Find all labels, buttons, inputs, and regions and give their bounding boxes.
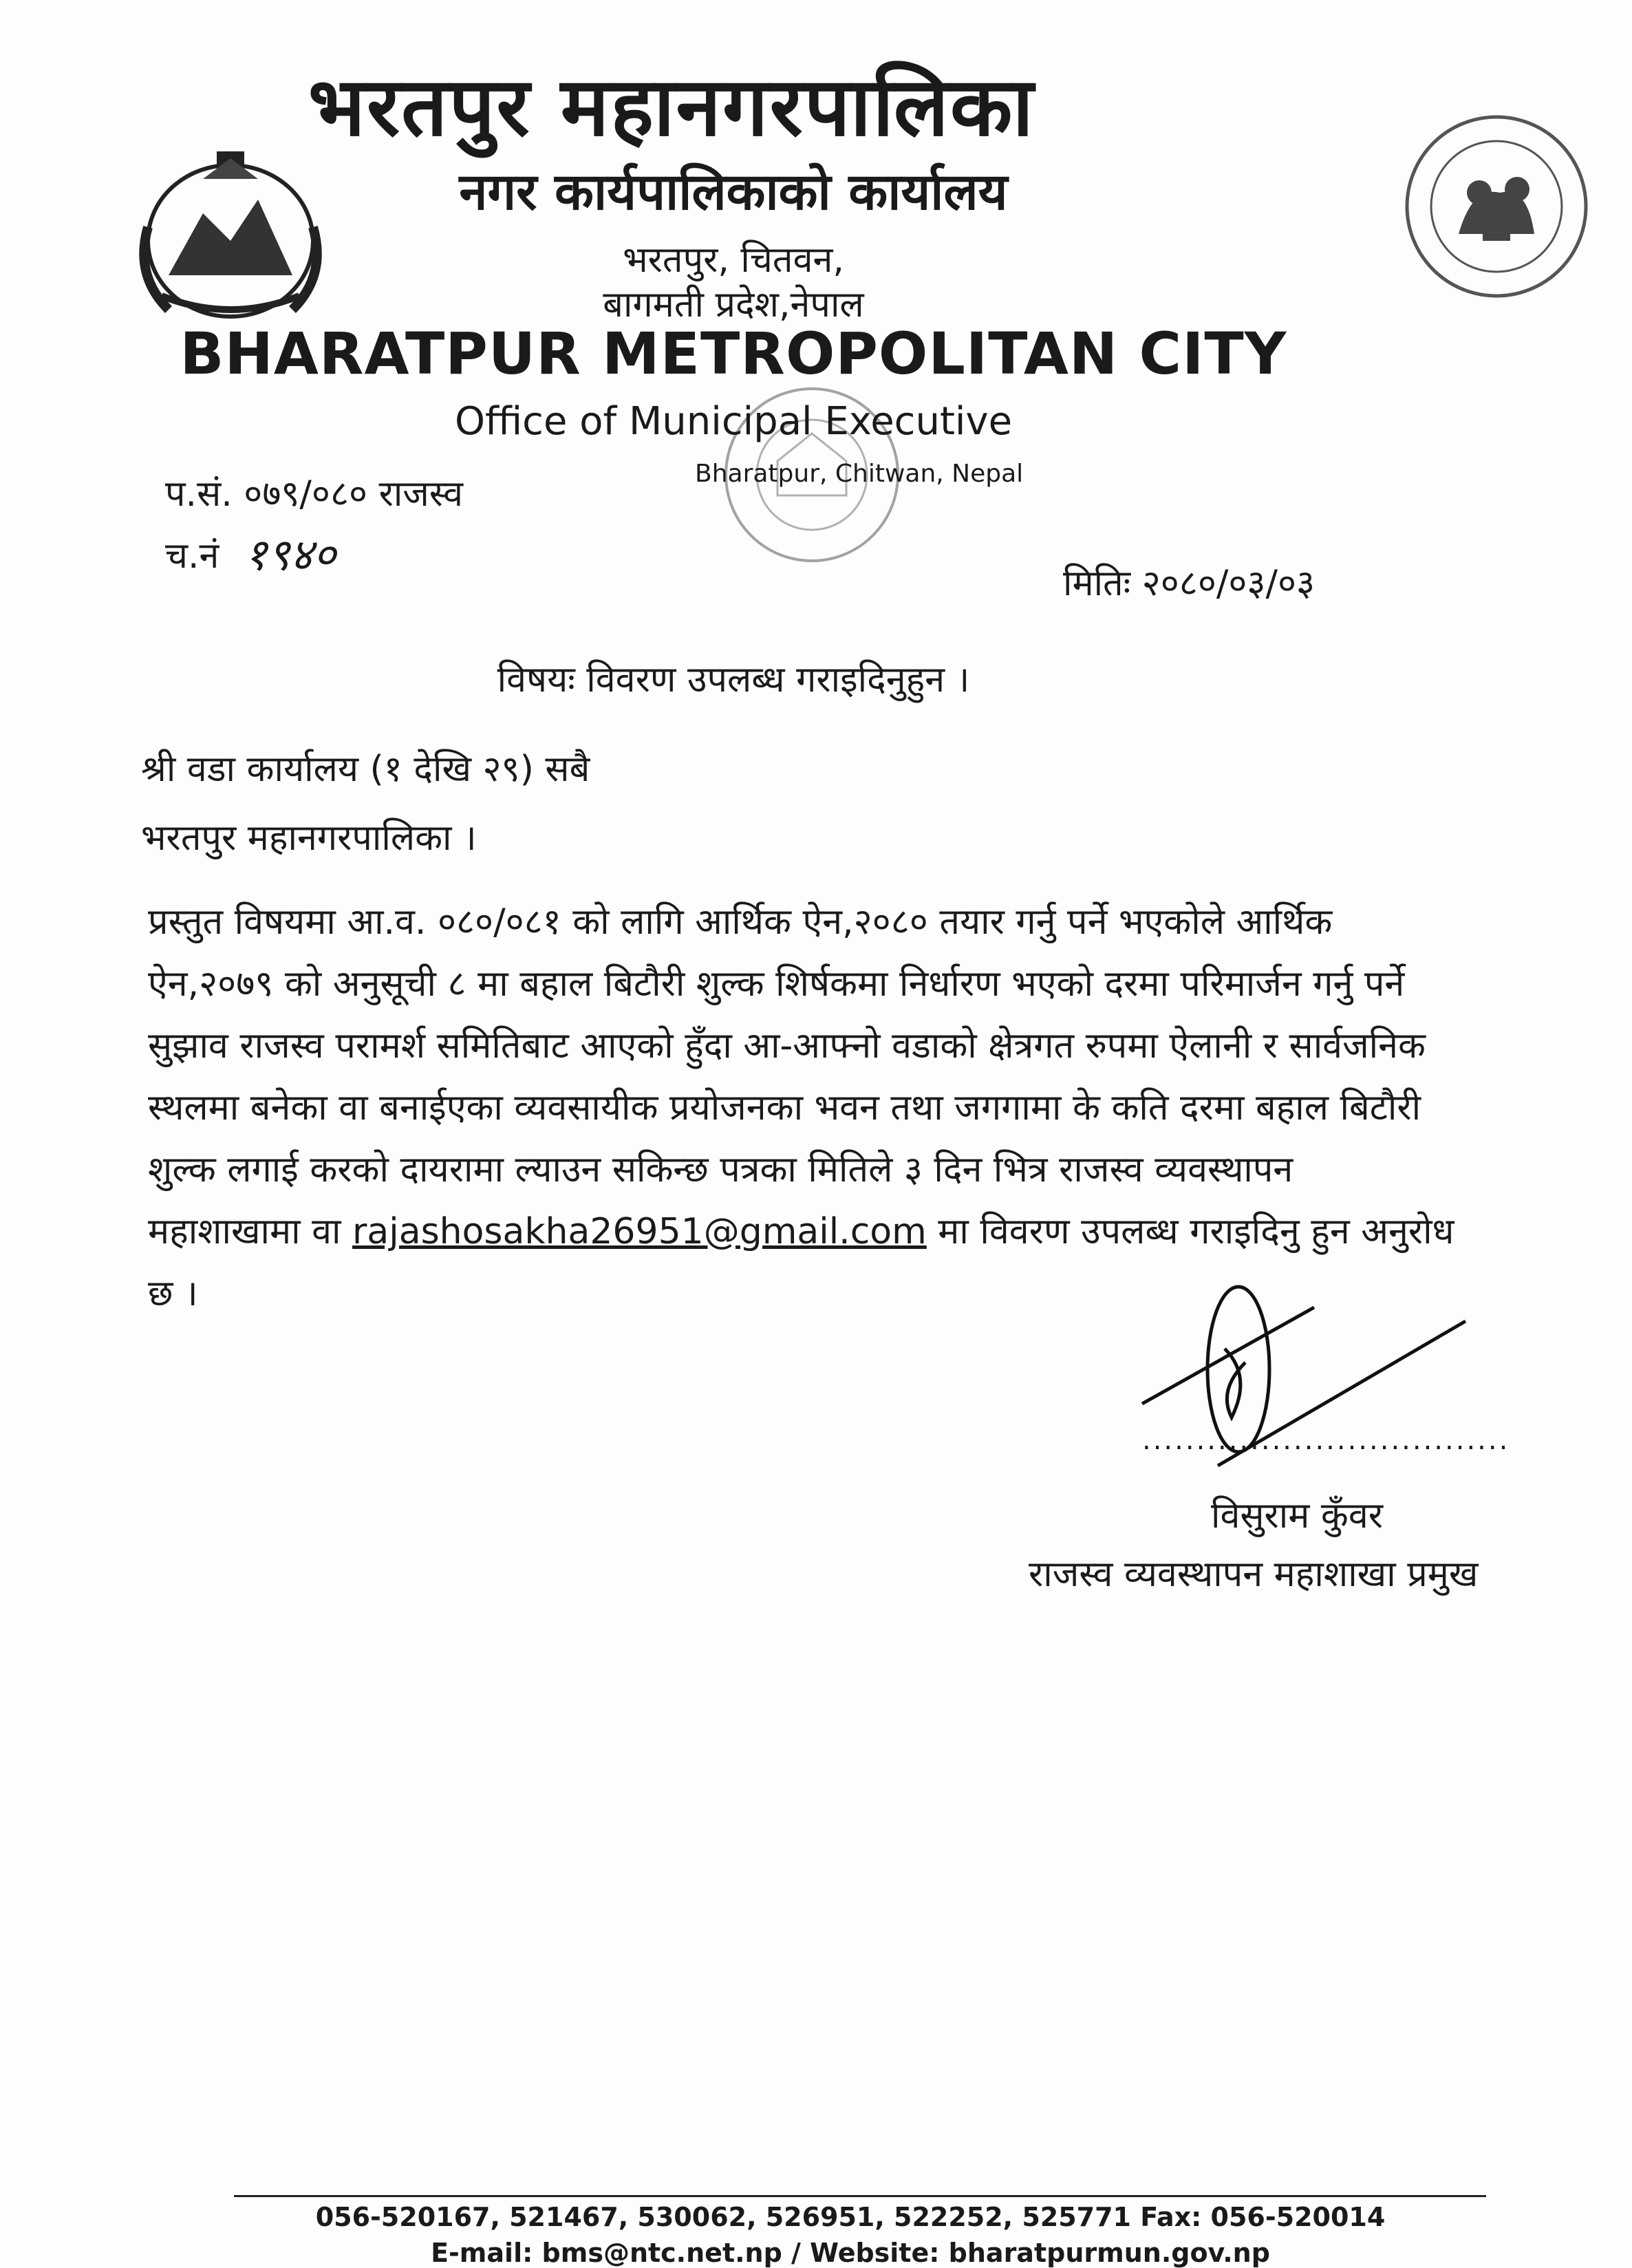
title-english: BHARATPUR METROPOLITAN CITY <box>180 320 1287 387</box>
city-english: Bharatpur, Chitwan, Nepal <box>695 460 1024 488</box>
body-text-end: मा विवरण उपलब्ध गराइदिनु हुन अनुरोध छ । <box>148 1211 1454 1314</box>
signature-line: .................................. <box>1142 1424 1510 1456</box>
letter-date: मितिः २०८०/०३/०३ <box>1063 563 1316 604</box>
addressee-line-2: भरतपुर महानगरपालिका । <box>141 817 477 859</box>
letter-body <box>148 891 1455 1325</box>
signatory-title: राजस्व व्यवस्थापन महाशाखा प्रमुख <box>1029 1554 1479 1595</box>
address-line-2: बागमती प्रदेश,नेपाल <box>603 284 864 325</box>
ch-number: १९४० <box>244 530 336 581</box>
address-line-1: भरतपुर, चितवन, <box>623 239 844 281</box>
footer-web: E-mail: bms@ntc.net.np / Website: bharatpurmun.gov.np <box>431 2238 1270 2268</box>
footer-divider <box>234 2195 1486 2197</box>
letter-subject: विषयः विवरण उपलब्ध गराइदिनुहुन । <box>497 659 970 700</box>
ch-label: च.नं <box>165 535 219 577</box>
reference-number: प.सं. ०७९/०८० राजस्व <box>165 473 464 515</box>
body-text: प्रस्तुत विषयमा आ.व. ०८०/०८१ को लागि आर्थिक ऐन,२०८० तयार गर्नु पर्ने भएकोले आर्थिक ऐन,२०७९ को अनुसूची ८ मा बहाल बिटौरी शुल्क शिर्षकमा निर्धारण भएको दरमा परिमार्जन गर्नु पर्ने सुझाव राजस्व परामर्श समितिबाट आएको हुँदा आ-आफ्नो वडाको क्षेत्रगत रुपमा ऐलानी र सार्वजनिक स्थलमा बनेका वा बनाईएका व्यवसायीक प्रयोजनका भवन तथा जगगामा के कति दरमा बहाल बिटौरी शुल्क लगाई करको दायरामा ल्याउन सकिन्छ पत्रका मितिले ३ दिन भित्र राजस्व व्यवस्थापन महाशाखामा वा <box>148 901 1426 1252</box>
office-nepali: नगर कार्यपालिकाको कार्यालय <box>459 162 1008 222</box>
footer-phone: 056-520167, 521467, 530062, 526951, 522252, 525771 Fax: 056-520014 <box>315 2202 1386 2232</box>
office-english: Office of Municipal Executive <box>454 399 1013 444</box>
signatory-name: विसुराम कुँवर <box>1211 1495 1384 1537</box>
title-nepali: भरतपुर महानगरपालिका <box>308 59 1035 154</box>
addressee-line-1: श्री वडा कार्यालय (१ देखि २९) सबै <box>141 749 590 790</box>
email-link[interactable]: rajashosakha26951@gmail.com <box>352 1211 927 1252</box>
